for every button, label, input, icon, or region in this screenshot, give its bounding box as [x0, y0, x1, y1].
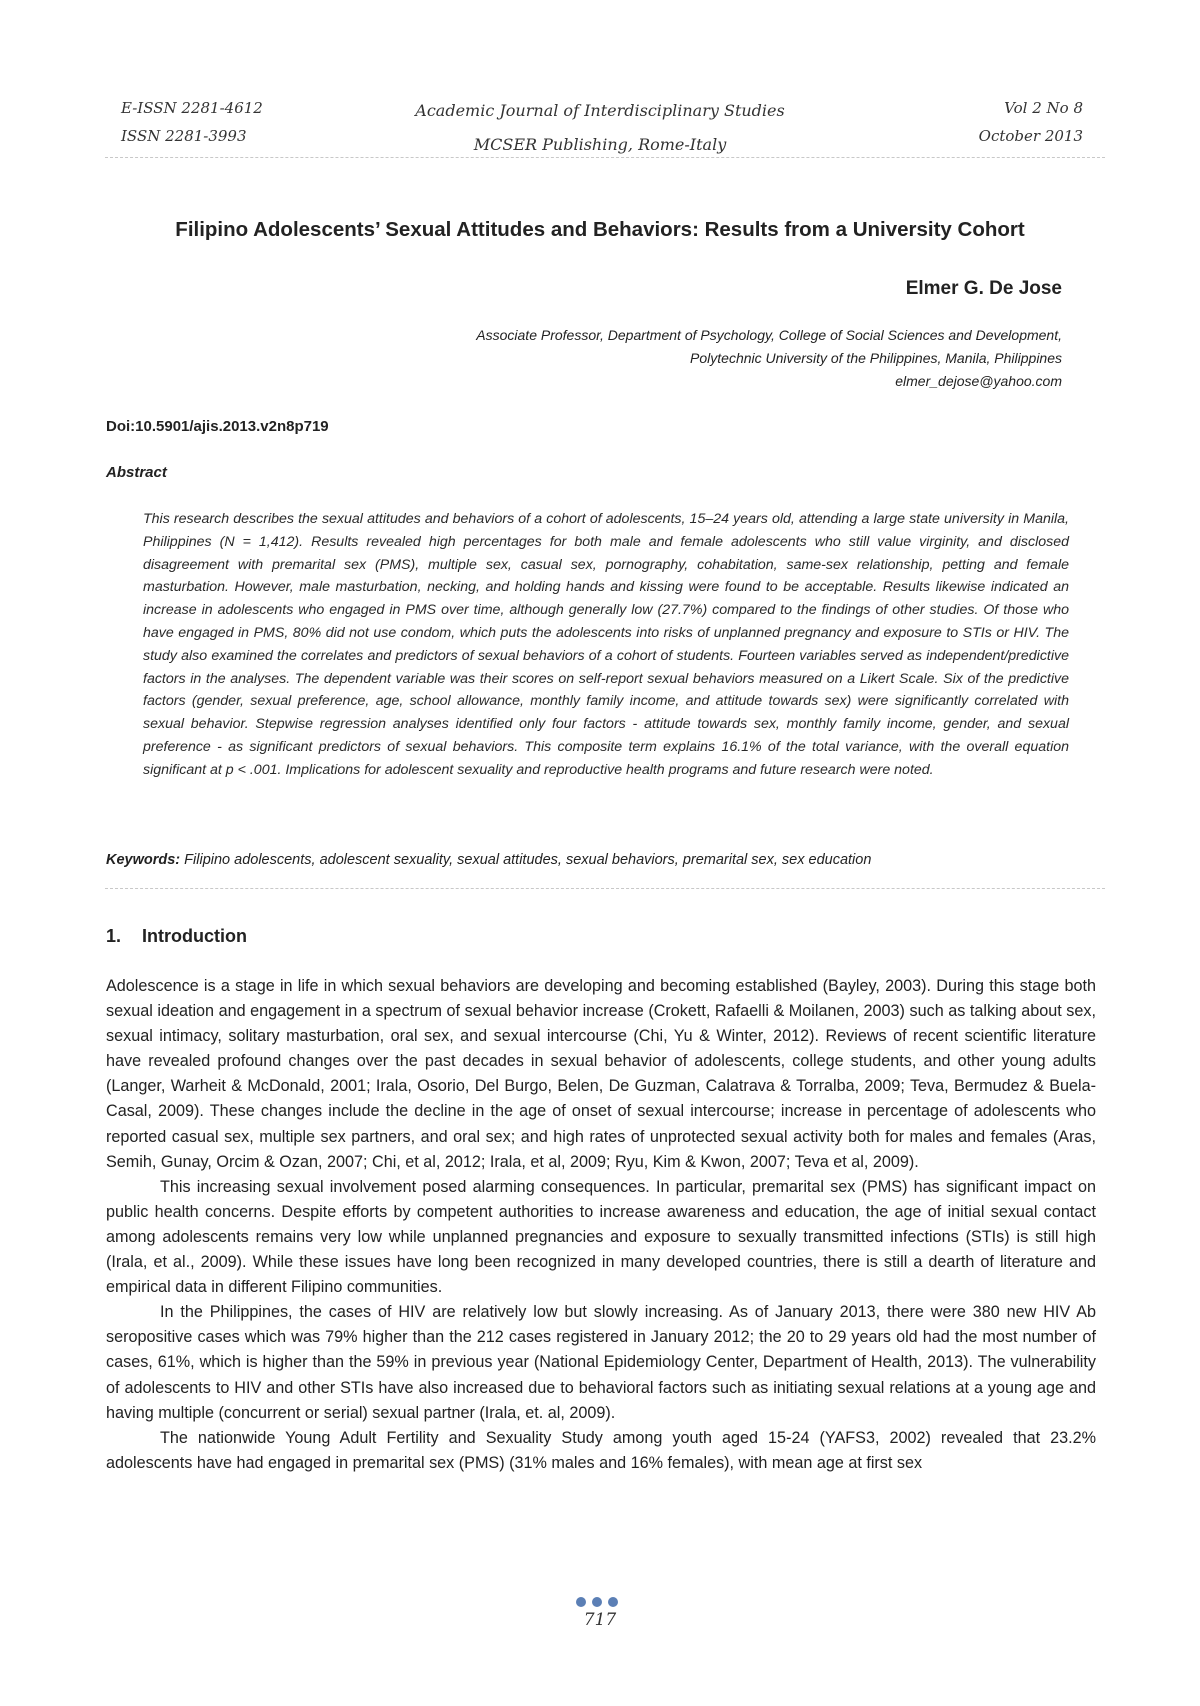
section-heading [106, 926, 247, 947]
author-name: Elmer G. De Jose [905, 278, 1062, 299]
affiliation-line: Polytechnic University of the Philippines, Manila, Philippines [690, 350, 1062, 366]
publisher: MCSER Publishing, Rome-Italy [473, 135, 727, 154]
section-title: Introduction [142, 926, 247, 946]
keywords-label: Keywords: [106, 852, 181, 868]
keywords [106, 852, 1096, 868]
issue-block [979, 94, 1083, 150]
section-body [106, 974, 1096, 1476]
journal-name: Academic Journal of Interdisciplinary Studies [415, 101, 785, 120]
author-email: elmer_dejose@yahoo.com [895, 373, 1062, 389]
footer-ornament-icon [576, 1594, 626, 1608]
running-header [105, 86, 1095, 154]
paragraph: In the Philippines, the cases of HIV are relatively low but slowly increasing. As of January 2013, there were 380 new HIV Ab seropositive cases which was 79% higher than the 212 cases registered in January 2012; the 20 to 29 years old had the most number of cases, 61%, which is higher than the 59% in previous year (National Epidemiology Center, Department of Health, 2013). The vulnerability of adolescents to HIV and other STIs have also increased due to behavioral factors such as initiating sexual relations at a young age and having multiple (concurrent or serial) sexual partner (Irala, et. al, 2009). [106, 1303, 1096, 1422]
issue-date: October 2013 [978, 127, 1083, 145]
paragraph: Adolescence is a stage in life in which sexual behaviors are developing and becoming established (Bayley, 2003). During this stage both sexual ideation and engagement in a spectrum of sexual behavior increase (Crokett, Rafaelli & Moilanen, 2003) such as talking about sex, sexual intimacy, solitary masturbation, oral sex, and sexual intercourse (Chi, Yu & Winter, 2012). Reviews of recent scientific literature have revealed profound changes over the past decades in sexual behavior of adolescents, college students, and other young adults (Langer, Warheit & McDonald, 2001; Irala, Osorio, Del Burgo, Belen, De Guzman, Calatrava & Torralba, 2009; Teva, Bermudez & Buela-Casal, 2009). These changes include the decline in the age of onset of sexual intercourse; increase in percentage of adolescents who reported casual sex, multiple sex partners, and oral sex; and high rates of unprotected sexual activity both for males and females (Aras, Semih, Gunay, Orcim & Ozan, 2007; Chi, et al, 2012; Irala, et al, 2009; Ryu, Kim & Kwon, 2007; Teva et al, 2009). [106, 977, 1096, 1171]
header-divider [105, 157, 1105, 158]
author-affiliation [302, 324, 1062, 393]
keywords-list: Filipino adolescents, adolescent sexuality, sexual attitudes, sexual behaviors, premarital sex, sex education [180, 852, 872, 868]
page-number: 717 [583, 1610, 617, 1630]
paragraph: The nationwide Young Adult Fertility and Sexuality Study among youth aged 15-24 (YAFS3, 2002) revealed that 23.2% adolescents have had engaged in premarital sex (PMS) (31% males and 16% females), with mean age at first sex [106, 1428, 1096, 1472]
abstract-heading: Abstract [106, 464, 167, 481]
paragraph: This increasing sexual involvement posed alarming consequences. In particular, premarital sex (PMS) has significant impact on public health concerns. Despite efforts by competent authorities to increase awareness and education, the age of initial sexual contact among adolescents remains very low while unplanned pregnancies and exposure to sexually transmitted infections (STIs) is still high (Irala, et al., 2009). While these issues have long been recognized in many developed countries, there is still a dearth of literature and empirical data in different Filipino communities. [106, 1177, 1096, 1297]
eissn: E-ISSN 2281-4612 [121, 99, 263, 117]
abstract-text: This research describes the sexual attitudes and behaviors of a cohort of adolescents, 15–24 years old, attending a large state university in Manila, Philippines (N = 1,412). Results revealed high percentages for both male and female adolescents who still value virginity, and disclosed disagreement with premarital sex (PMS), multiple sex, casual sex, pornography, cohabitation, same-sex relationship, petting and female masturbation. However, male masturbation, necking, and holding hands and kissing were found to be acceptable. Results likewise indicated an increase in adolescents who engaged in PMS over time, although generally low (27.7%) compared to the findings of other studies. Of those who have engaged in PMS, 80% did not use condom, which puts the adolescents into risks of unplanned pregnancy and exposure to STIs or HIV. The study also examined the correlates and predictors of sexual behaviors of a cohort of students. Fourteen variables served as independent/predictive factors in the analyses. The dependent variable was their scores on self-report sexual behaviors measured on a Likert Scale. Six of the predictive factors (gender, sexual preference, age, school allowance, monthly family income, and attitude towards sex) were significantly correlated with sexual behavior. Stepwise regression analyses identified only four factors - attitude towards sex, monthly family income, gender, and sexual preference - as significant predictors of sexual behaviors. This composite term explains 16.1% of the total variance, with the overall equation significant at p < .001. Implications for adolescent sexuality and reproductive health programs and future research were noted. [143, 511, 1069, 778]
doi: Doi:10.5901/ajis.2013.v2n8p719 [106, 418, 329, 435]
keywords-divider [105, 888, 1105, 889]
paper-title: Filipino Adolescents’ Sexual Attitudes and Behaviors: Results from a University Cohort [175, 218, 1025, 241]
volume: Vol 2 No 8 [1004, 99, 1083, 117]
section-number: 1. [106, 926, 122, 946]
journal-block [105, 94, 1095, 162]
affiliation-line: Associate Professor, Department of Psychology, College of Social Sciences and Development, [476, 327, 1062, 343]
issn: ISSN 2281-3993 [121, 127, 247, 145]
